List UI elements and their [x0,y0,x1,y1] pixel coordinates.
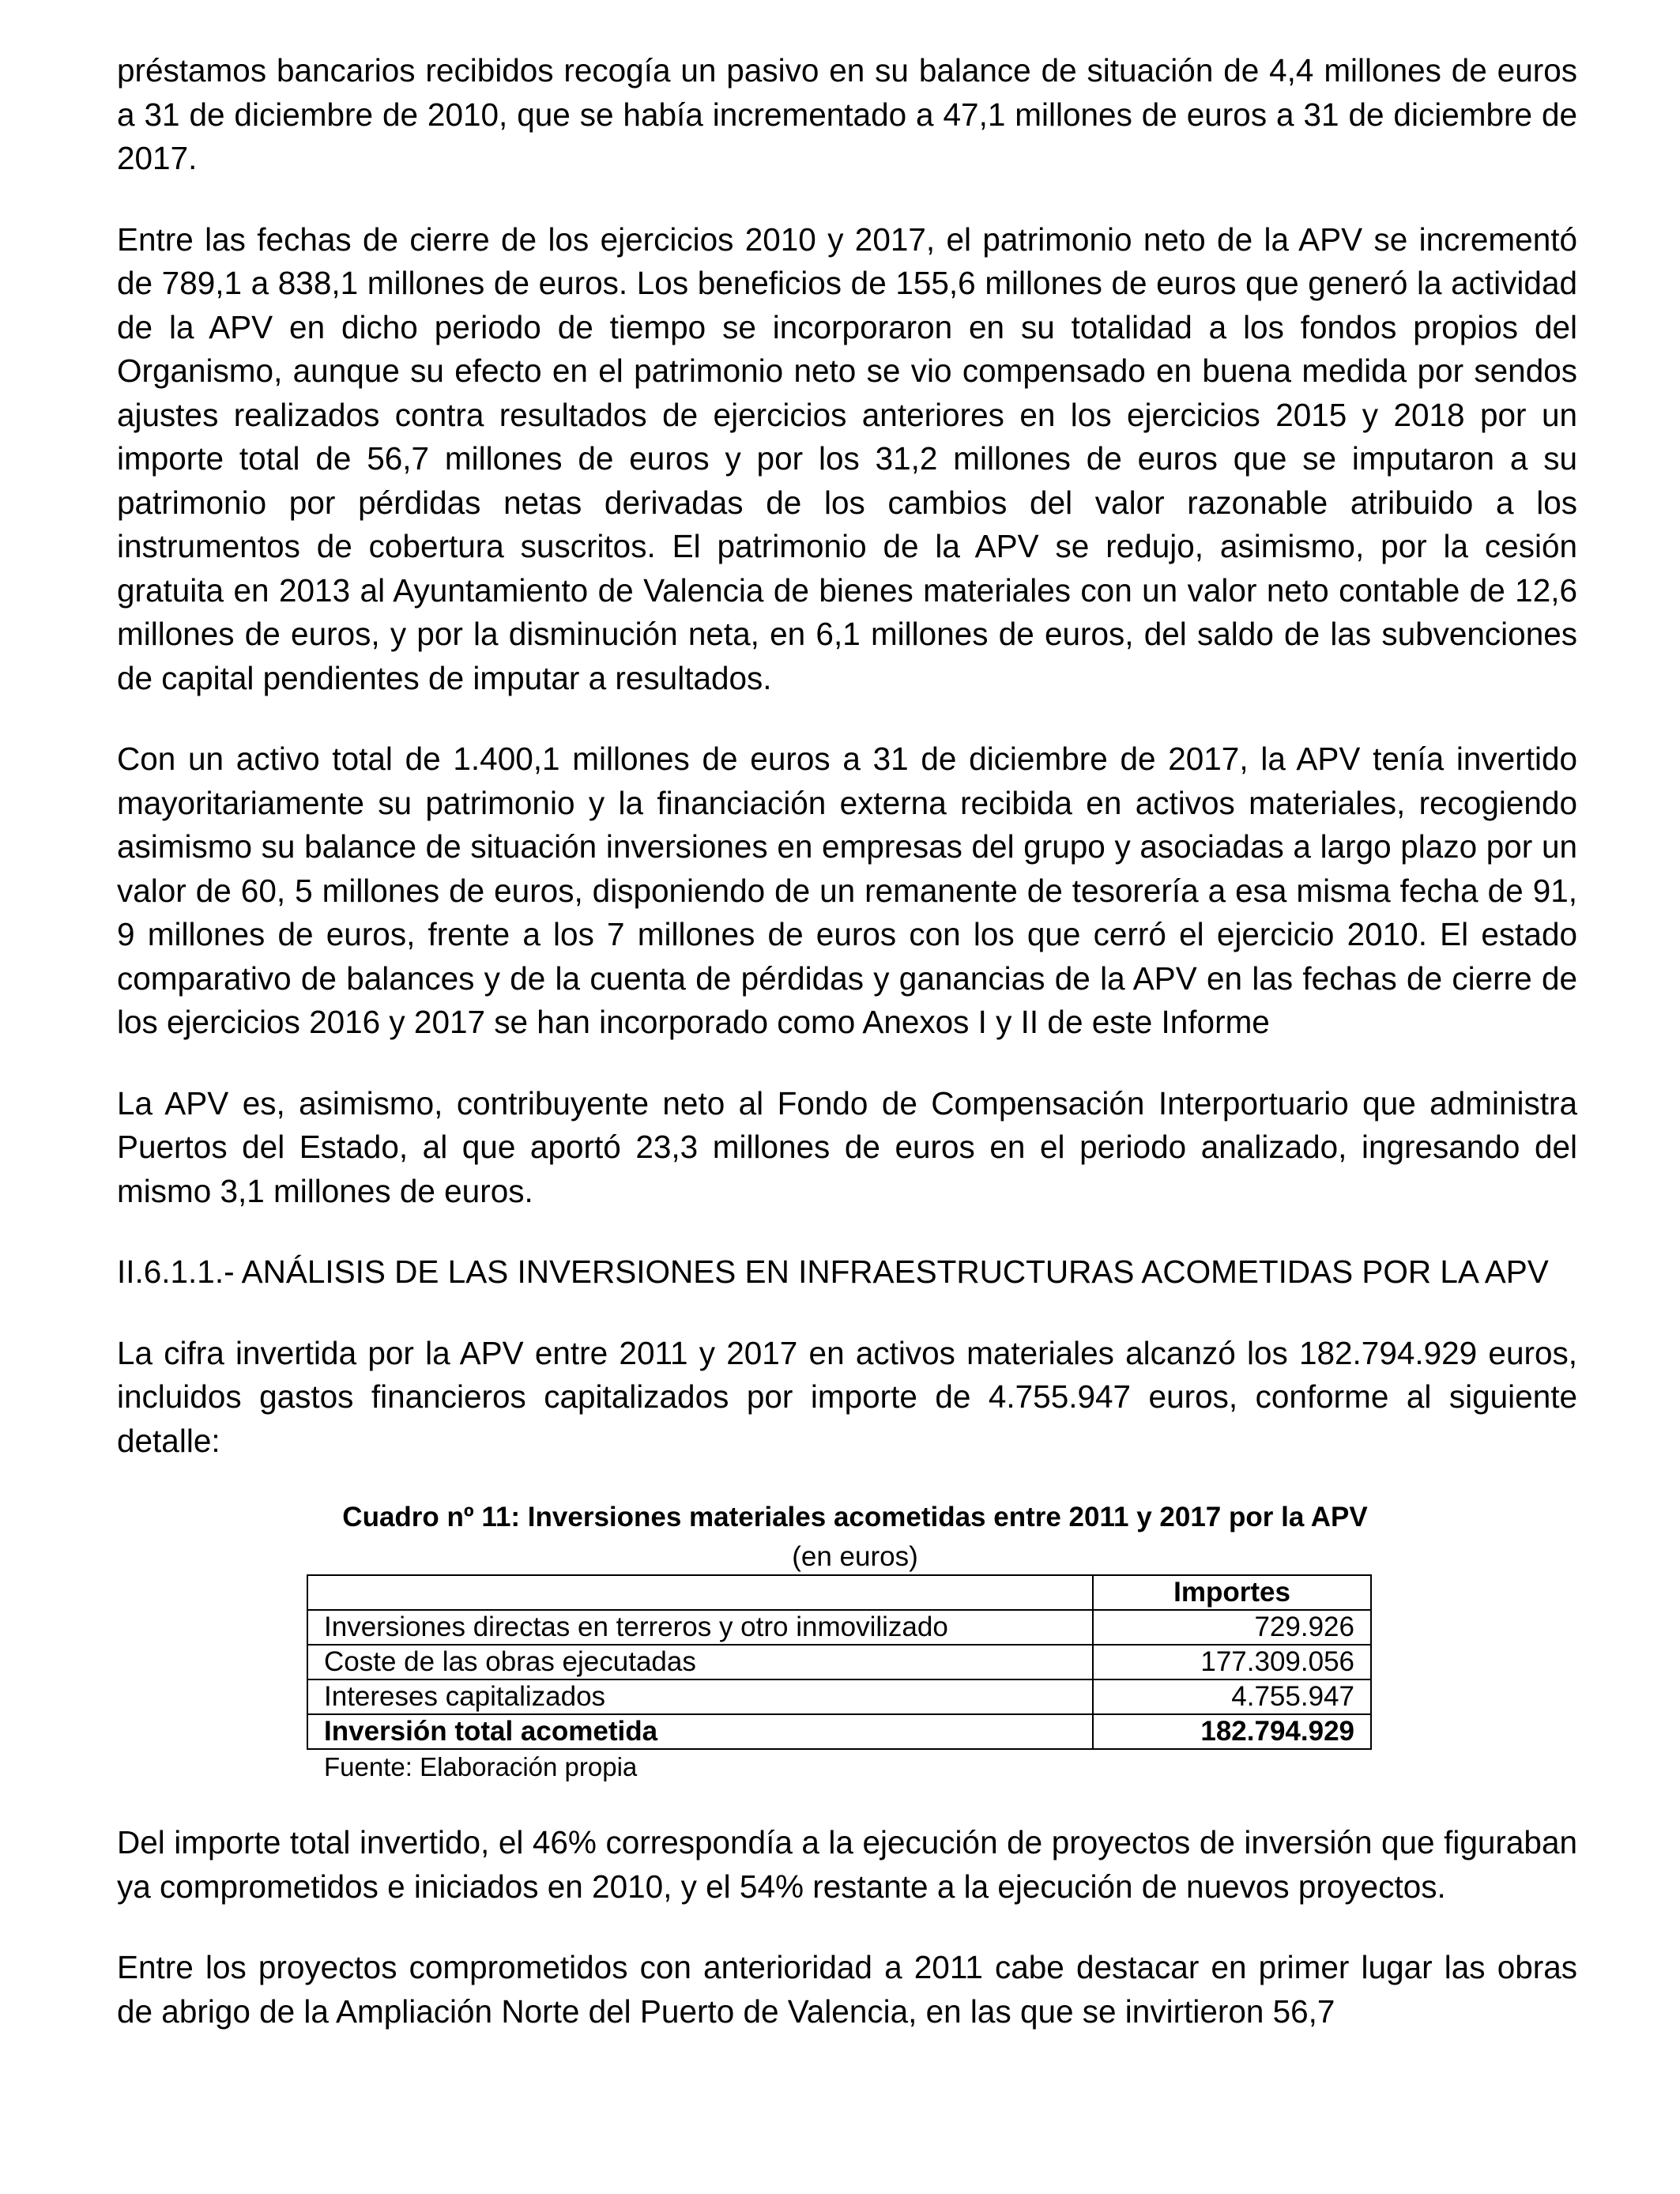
table-total-value: 182.794.929 [1093,1714,1371,1749]
table-unit: (en euros) [792,1541,918,1572]
table-source: Fuente: Elaboración propia [324,1752,638,1781]
paragraph-total-assets: Con un activo total de 1.400,1 millones de euros a 31 de diciembre de 2017, la APV tenía invertido mayoritariamente su patrimonio y la financiación externa recibida en activos materiales, recogiendo asimismo su balance de situación inversiones en empresas del grupo y asociadas a largo plazo por un valor de 60, 5 millones de euros, disponiendo de un remanente de tesorería a esa misma fecha de 91, 9 millones de euros, frente a los 7 millones de euros con los que cerró el ejercicio 2010. El estado comparativo de balances y de la cuenta de pérdidas y ganancias de la APV en las fechas de cierre de los ejercicios 2016 y 2017 se han incorporado como Anexos I y II de este Informe [117,741,1577,1040]
table-row-label: Intereses capitalizados [307,1679,1093,1714]
section-heading: II.6.1.1.- ANÁLISIS DE LAS INVERSIONES EN INFRAESTRUCTURAS ACOMETIDAS POR LA APV [117,1253,1549,1290]
table-title: Cuadro nº 11: Inversiones materiales acometidas entre 2011 y 2017 por la APV [342,1502,1368,1532]
investment-table-block [117,1500,1577,1785]
paragraph-compensation-fund: La APV es, asimismo, contribuyente neto al Fondo de Compensación Interportuario que administra Puertos del Estado, al que aportó 23,3 millones de euros en el periodo analizado, ingresando del mismo 3,1 millones de euros. [117,1084,1577,1209]
table-row [307,1610,1371,1645]
table-header-row [307,1575,1371,1610]
table-total-row [307,1714,1371,1749]
table-row-value: 4.755.947 [1093,1679,1371,1714]
table-total-label: Inversión total acometida [307,1714,1093,1749]
paragraph-investment-total: La cifra invertida por la APV entre 2011 y 2017 en activos materiales alcanzó los 182.794.929 euros, incluidos gastos financieros capitalizados por importe de 4.755.947 euros, conforme al siguiente detalle: [117,1334,1577,1459]
investment-table [307,1574,1372,1750]
paragraph-loans: préstamos bancarios recibidos recogía un pasivo en su balance de situación de 4,4 millones de euros a 31 de diciembre de 2010, que se había incrementado a 47,1 millones de euros a 31 de diciembre de 2017. [117,52,1577,176]
table-row-value: 177.309.056 [1093,1645,1371,1679]
table-header-blank [307,1575,1093,1610]
table-row-label: Inversiones directas en terreros y otro inmovilizado [307,1610,1093,1645]
paragraph-net-equity: Entre las fechas de cierre de los ejercicios 2010 y 2017, el patrimonio neto de la APV se incrementó de 789,1 a 838,1 millones de euros. Los beneficios de 155,6 millones de euros que generó la actividad de la APV en dicho periodo de tiempo se incorporaron en su totalidad a los fondos propios del Organismo, aunque su efecto en el patrimonio neto se vio compensado en buena medida por sendos ajustes realizados contra resultados de ejercicios anteriores en los ejercicios 2015 y 2018 por un importe total de 56,7 millones de euros y por los 31,2 millones de euros que se imputaron a su patrimonio por pérdidas netas derivadas de los cambios del valor razonable atribuido a los instrumentos de cobertura suscritos. El patrimonio de la APV se redujo, asimismo, por la cesión gratuita en 2013 al Ayuntamiento de Valencia de bienes materiales con un valor neto contable de 12,6 millones de euros, y por la disminución neta, en 6,1 millones de euros, del saldo de las subvenciones de capital pendientes de imputar a resultados. [117,221,1577,696]
paragraph-project-split: Del importe total invertido, el 46% correspondía a la ejecución de proyectos de inversión que figuraban ya comprometidos e iniciados en 2010, y el 54% restante a la ejecución de nuevos proyectos. [117,1824,1577,1905]
table-header-amount: Importes [1093,1575,1371,1610]
table-row-label: Coste de las obras ejecutadas [307,1645,1093,1679]
paragraph-committed-projects: Entre los proyectos comprometidos con anterioridad a 2011 cabe destacar en primer lugar las obras de abrigo de la Ampliación Norte del Puerto de Valencia, en las que se invirtieron 56,7 [117,1949,1577,2030]
table-row [307,1679,1371,1714]
document-page [117,49,1577,2071]
table-row [307,1645,1371,1679]
table-row-value: 729.926 [1093,1610,1371,1645]
